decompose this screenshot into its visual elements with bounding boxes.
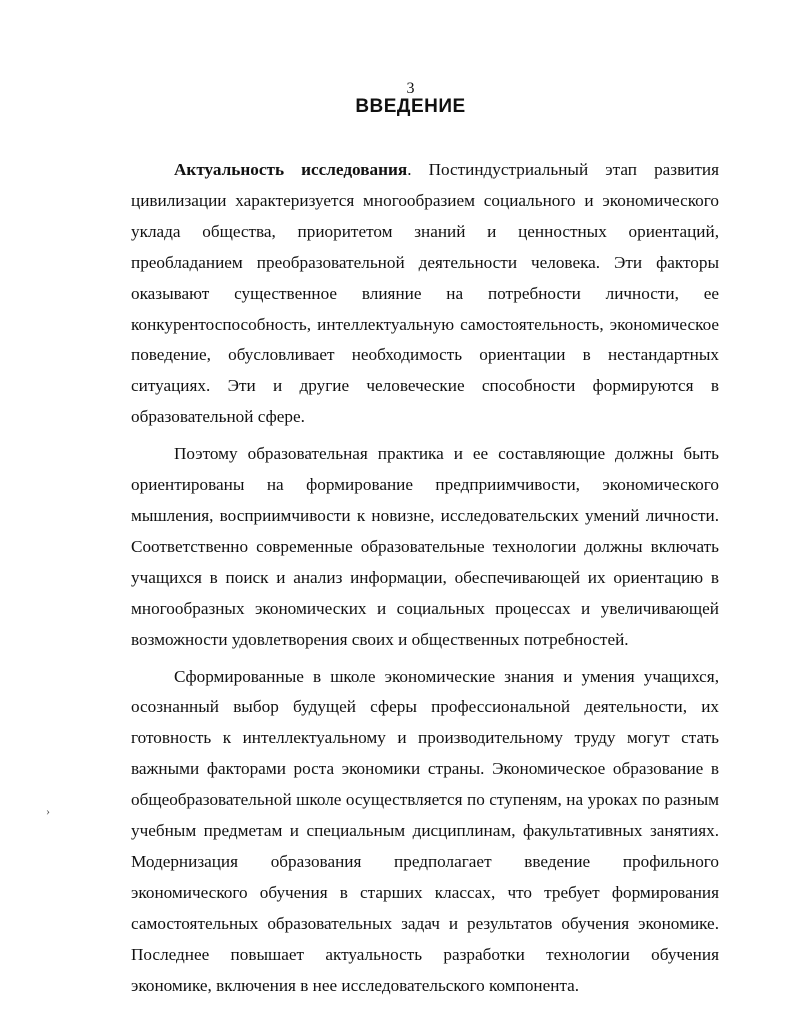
section-heading: ВВЕДЕНИЕ [355,96,466,117]
paragraph-1-lead: Актуальность исследования [174,160,408,179]
body-text [131,155,719,1007]
paragraph-3: Сформированные в школе экономические знания и умения учащихся, осознанный выбор будущей сферы профессиональной деятельности, их готовность к интеллектуальному и производительному труду могут стать важными факторами роста экономики страны. Экономическое образование в общеобразовательной школе осуществляется по ступеням, на уроках по разным учебным предметам и специальным дисциплинам, факультативных занятиях. Модернизация образования предполагает введение профильного экономического обучения в старших классах, что требует формирования самостоятельных образовательных задач и результатов обучения экономике. Последнее повышает актуальность разработки технологии обучения экономике, включения в нее исследовательского компонента. [131,666,719,995]
paragraph-2: Поэтому образовательная практика и ее составляющие должны быть ориентированы на формирование предприимчивости, экономического мышления, восприимчивости к новизне, исследовательских умений личности. Соответственно современные образовательные технологии должны включать учащихся в поиск и анализ информации, обеспечивающей их ориентацию в многообразных экономических и социальных процессах и увеличивающей возможности удовлетворения своих и общественных потребностей. [131,444,719,649]
page-number: 3 [406,80,415,97]
margin-mark: › [46,804,50,818]
paragraph-1 [131,155,719,433]
paragraph-1-text: . Постиндустриальный этап развития цивилизации характеризуется многообразием социального и экономического уклада общества, приоритетом знаний и ценностных ориентаций, преобладанием преобразовательной деятельности человека. Эти факторы оказывают существенное влияние на потребности личности, ее конкурентоспособность, интеллектуальную самостоятельность, экономическое поведение, обусловливает необходимость ориентации в нестандартных ситуациях. Эти и другие человеческие способности формируются в образовательной сфере. [131,160,720,427]
